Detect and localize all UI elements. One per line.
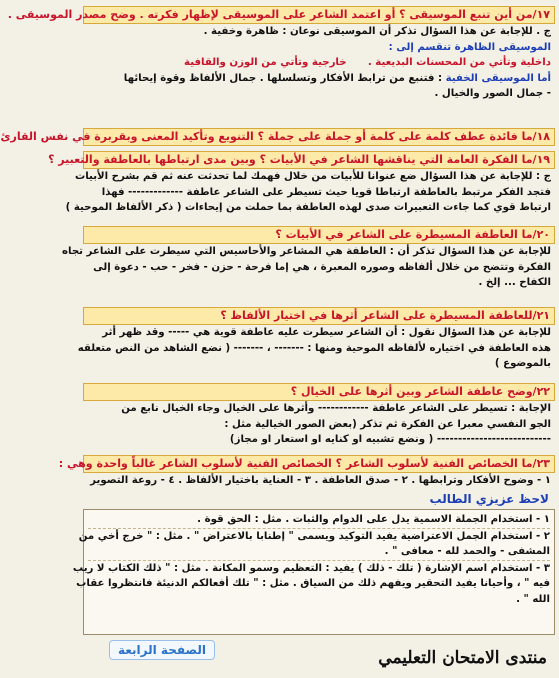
hidden-music-label: أما الموسيقى الخفية [445, 72, 551, 84]
question-21: ٢١/للعاطفة المسيطرة على الشاعر أثرها في اختيار الألفاظ ؟ [83, 307, 555, 325]
question-20: ٢٠/ما العاطفة المسيطرة على الشاعر في الأبيات ؟ [83, 226, 555, 244]
note-3-line-1: ٣ - استخدام اسم الإشارة ( تلك - ذلك ) يفيد : التعظيم وسمو المكانة . مثل : " ذلك الكتاب لا ريب [72, 562, 550, 574]
answer-23-items: ١ - وضوح الأفكار وترابطها . ٢ - صدق العاطفة . ٣ - العناية باختيار الألفاظ . ٤ - روعة التصوير [90, 475, 551, 486]
note-2-line-2: المشفى - والحمد لله - معافى " . [384, 546, 550, 557]
answer-17-hidden [87, 71, 551, 87]
question-23: ٢٣/ما الخصائص الفنية لأسلوب الشاعر ؟ الخصائص الفنية لأسلوب الشاعر غالباً واحدة وهي : [83, 455, 555, 473]
question-18: ١٨/ما فائدة عطف كلمة على كلمة أو جملة على جملة ؟ التنويع وتأكيد المعنى وبقربرة في نفس القارئ [83, 128, 555, 146]
outer-music: خارجية وتأتي من الوزن والقافية [184, 57, 347, 68]
notes-box [72, 509, 555, 635]
answer-23 [83, 473, 555, 489]
answer-21-line-2: هذه العاطفة في اختياره لألفاظه الموحية ومنها : ------- ، ------- ( نضع الشاهد من النص متعلقه [77, 342, 551, 354]
inner-music: داخلية وتأتي من المحسنات البديعية . [367, 57, 551, 68]
answer-22-line-2: الجو النفسي معبرا عن الفكرة ثم تذكر (بعض الصور الخيالية مثل : [224, 418, 551, 430]
answer-19-line-3: ارتباط قوي كما جاءت التعبيرات صدى لهذه العاطفة بما حملت من إيحاءات ( ذكر الألفاظ الموحية ) [65, 202, 551, 213]
note-1: ١ - استخدام الجملة الاسمية يدل على الدوام والثبات . مثل : الحق قوة . [197, 514, 550, 525]
answer-17-types [87, 55, 551, 71]
note-3-line-3: الله " . [516, 593, 550, 605]
hidden-music-text: : فتنبع من ترابط الأفكار وتسلسلها . جمال الألفاظ وقوة إيحائها [123, 72, 443, 84]
answer-22-line-3: --------------------------- ( ونضع تشبيه او كنايه او استعار او مجاز) [229, 434, 551, 445]
note-3-line-2: فيه " ، وأحيانا يفيد التحقير ويفهم ذلك من السياق . مثل : " تلك أفعالكم الدنيئة فانتظروا عقاب [76, 578, 550, 589]
question-19: ١٩/ما الفكرة العامة التي يناقشها الشاعر في الأبيات ؟ وبين مدى ارتباطها بالعاطفة والتعبير ؟ [83, 151, 555, 169]
question-22: ٢٢/وضح عاطفة الشاعر وبين أثرها على الخيال ؟ [83, 383, 555, 401]
answer-17 [83, 24, 555, 140]
answer-22 [83, 401, 555, 451]
page-number-label: الصفحة الرابعة [109, 640, 215, 660]
answer-17-subheading: الموسيقى الظاهرة تنقسم إلى : [388, 41, 551, 53]
answer-19-line-1: ج : للإجابة عن هذا السؤال ضع عنوانا للأبيات من خلال فهمك لما تحدثت عنه ثم قم بشرح الأبيات [74, 171, 551, 182]
answer-17-line: ج . للإجابة عن هذا السؤال تذكر أن الموسيقى نوعان : ظاهرة وخفية . [203, 26, 551, 37]
answer-22-line-1: الإجابة : تسيطر على الشاعر عاطفة ------------ وأثرها على الخيال وجاء الخيال نابع من [121, 403, 551, 414]
answer-20-line-2: الفكرة وتتضح من خلال ألفاظه وصوره المعبرة ، هي إما فرحة - حزن - فخر - حب - دعوة إلى [93, 261, 551, 273]
answer-20 [62, 244, 555, 296]
forum-logo: منتدى الامتحان التعليمي [378, 648, 547, 668]
answer-19 [65, 169, 555, 221]
note-2-line-1: ٢ - استخدام الجمل الاعتراضية يفيد التوكيد ويسمى " إطنابا بالاعتراض " . مثل : " خرج أخي من [78, 530, 550, 542]
answer-20-line-3: الكفاح ... إلخ . [478, 277, 551, 288]
answer-20-line-1: للإجابة عن هذا السؤال تذكر أن : العاطفة هي المشاعر والأحاسيس التي سيطرت على الشاعر تجاه [62, 246, 551, 257]
answer-21-line-1: للإجابة عن هذا السؤال نقول : أن الشاعر سيطرت عليه عاطفة قوية هي ----- وقد ظهر أثر [102, 327, 551, 338]
answer-17-end: - جمال الصور والخيال . [434, 88, 551, 99]
answer-21 [77, 325, 555, 377]
answer-21-line-3: بالموضوع ) [494, 358, 551, 369]
question-17: ١٧/من أين تنبع الموسيقى ؟ أو اعتمد الشاعر على الموسيقى لإظهار فكرته . وضح مصدر الموسيقى . [83, 6, 555, 24]
notes-title: لاحظ عزيزي الطالب [429, 492, 549, 506]
answer-19-line-2: فتجد الفكر مرتبط بالعاطفة ارتباطا قويا حيث تسيطر على الشاعر عاطفة ------------- فهذا [101, 186, 551, 198]
